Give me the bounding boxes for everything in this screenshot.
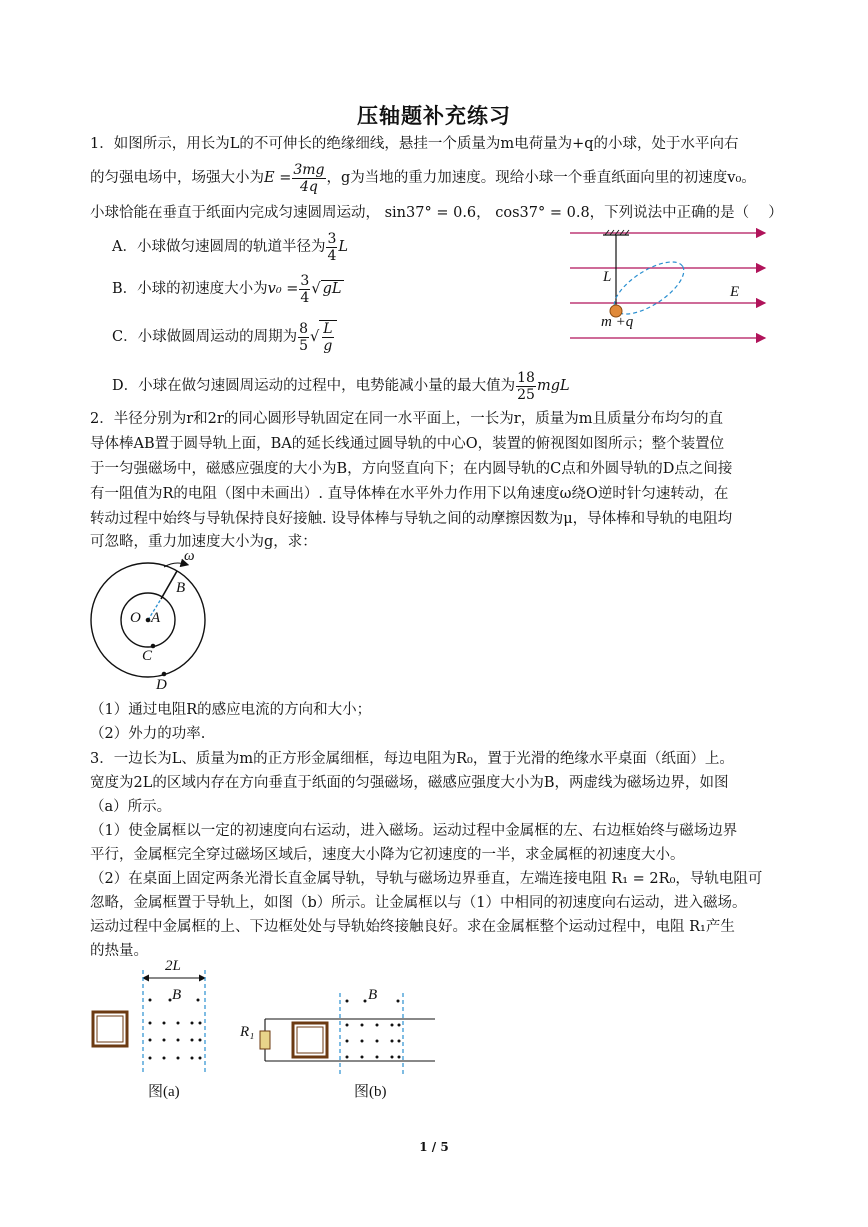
label-mq: m +q xyxy=(601,314,634,330)
q3-line2: 宽度为2L的区域内存在方向垂直于纸面的匀强磁场，磁感应强度大小为B，两虚线为磁场边界，如图 xyxy=(90,775,729,791)
q2-line4: 有一阻值为R的电阻（图中未画出）. 直导体棒在水平外力作用下以角速度ω绕O逆时针匀速转动，在 xyxy=(90,486,729,502)
q2-line6: 可忽略，重力加速度大小为g，求： xyxy=(90,534,317,550)
label-D: D xyxy=(156,677,167,693)
q1-option-b-frac xyxy=(299,273,310,306)
q2-label-B xyxy=(176,580,185,597)
q3-line3: （a）所示。 xyxy=(90,799,172,815)
page-number: 1 / 5 xyxy=(419,1140,449,1154)
q3b-label-R1 xyxy=(240,1024,254,1041)
q1-option-c: C．小球做圆周运动的周期为 $\frac{8}{5}$ √ $\frac{L}{g}$ xyxy=(112,318,337,356)
q3a-label-2L xyxy=(165,958,181,975)
q3b-caption: 图(b) xyxy=(354,1084,387,1100)
q3-figure-b xyxy=(235,985,440,1075)
label-O: O xyxy=(130,610,141,626)
label-C: C xyxy=(142,648,153,664)
field-dots xyxy=(149,999,202,1060)
q1-label-mq xyxy=(601,314,633,331)
q1-option-a-den: 4 xyxy=(327,247,337,264)
q1-E-num: 3mg xyxy=(293,161,325,178)
point-O xyxy=(146,618,151,623)
q1-option-d-num: 18 xyxy=(517,369,535,386)
q1-figure xyxy=(565,225,775,350)
q3-line6: （2）在桌面上固定两条光滑长直金属导轨，导轨与磁场边界垂直，左端连接电阻 R₁ = 2R₀，导轨电阻可 xyxy=(90,871,763,887)
q1-option-b-den: 4 xyxy=(300,289,310,306)
q1-E-fraction xyxy=(292,162,325,195)
metal-frame xyxy=(93,1012,127,1046)
q1-option-c-rden: g xyxy=(323,337,333,354)
q2-line1: 2．半径分别为r和2r的同心圆形导轨固定在同一水平面上，一长为r，质量为m且质量分布均匀的直 xyxy=(90,411,723,427)
resistor-R1 xyxy=(260,1031,270,1049)
q1-E: E = xyxy=(264,170,292,186)
q1-option-b-root-text: gL xyxy=(322,281,342,297)
q1-option-b: B．小球的初速度大小为v₀ = $\frac{3}{4}$ √ gL xyxy=(112,272,342,306)
q1-option-d-tail: mgL xyxy=(536,378,570,394)
q1-line1: 1．如图所示，用长为L的不可伸长的绝缘细线，悬挂一个质量为m电荷量为+q的小球，处于水平向右 xyxy=(90,136,739,152)
label-B: B xyxy=(176,580,186,596)
q1-option-b-v: v₀ = xyxy=(267,281,299,297)
q1-option-c-num: 8 xyxy=(299,320,309,337)
metal-frame-b xyxy=(293,1023,327,1057)
q1-option-b-num: 3 xyxy=(300,272,310,289)
q1-option-b-root xyxy=(321,280,344,297)
q1-line2-b: ，g为当地的重力加速度。现给小球一个垂直纸面向里的初速度v₀。 xyxy=(326,170,756,186)
rod-AB xyxy=(161,571,177,599)
q1-E-den: 4q xyxy=(299,178,318,195)
q3-figure-a xyxy=(88,960,218,1075)
q2-label-A xyxy=(151,610,160,627)
q3-line4: （1）使金属框以一定的初速度向右运动，进入磁场。运动过程中金属框的左、右边框始终与磁场边界 xyxy=(90,823,738,839)
q1-line3: 小球恰能在垂直于纸面内完成匀速圆周运动， sin37° = 0.6， cos37° = 0.8，下列说法中正确的是（ ） xyxy=(90,205,783,221)
label-R1: R₁ xyxy=(240,1024,255,1040)
label-E: E xyxy=(730,284,740,300)
q2-label-omega xyxy=(184,548,195,565)
q1-line2 xyxy=(90,160,756,196)
q2-line3: 于一匀强磁场中，磁感应强度的大小为B，方向竖直向下；在内圆导轨的C点和外圆导轨的D点之间接 xyxy=(90,461,733,477)
q1-label-L xyxy=(603,269,611,286)
q2-sub1: （1）通过电阻R的感应电流的方向和大小； xyxy=(90,702,372,718)
q1-option-a-frac xyxy=(326,231,337,264)
q1-option-c-den: 5 xyxy=(299,337,309,354)
label-B-a: B xyxy=(172,987,182,1003)
label-2L: 2L xyxy=(165,958,181,974)
label-L: L xyxy=(603,269,612,285)
q1-option-c-frac xyxy=(298,321,309,354)
q2-label-O xyxy=(130,610,141,627)
q1-option-c-text: C．小球做圆周运动的周期为 xyxy=(112,329,298,345)
q3-line7: 忽略，金属框置于导轨上，如图（b）所示。让金属框以与（1）中相同的初速度向右运动，进入磁场。 xyxy=(90,895,747,911)
point-D xyxy=(162,672,167,677)
q1-option-c-rnum: L xyxy=(323,320,333,337)
q1-option-d-frac xyxy=(516,370,536,403)
q1-option-a xyxy=(112,230,348,264)
q1-option-a-num: 3 xyxy=(327,230,337,247)
page-title: 压轴题补充练习 xyxy=(357,104,511,128)
q2-label-C xyxy=(142,648,152,665)
label-B-b: B xyxy=(368,987,378,1003)
q1-option-a-text: A．小球做匀速圆周的轨道半径为 xyxy=(112,239,326,255)
q1-label-E xyxy=(730,284,739,301)
q1-option-c-root xyxy=(319,320,336,354)
q1-option-b-text: B．小球的初速度大小为 xyxy=(112,281,268,297)
label-omega: ω xyxy=(184,548,195,564)
label-A: A xyxy=(151,610,161,626)
q3a-label-B xyxy=(172,987,181,1004)
q2-line2: 导体棒AB置于圆导轨上面，BA的延长线通过圆导轨的中心O，装置的俯视图如图所示；整个装置位 xyxy=(90,436,725,452)
q2-label-D xyxy=(156,677,167,694)
q2-sub2: （2）外力的功率. xyxy=(90,726,206,742)
q3-line1: 3．一边长为L、质量为m的正方形金属细框，每边电阻为R₀，置于光滑的绝缘水平桌面（纸面）上。 xyxy=(90,751,734,767)
q1-option-a-tail: L xyxy=(338,239,349,255)
q3a-caption: 图(a) xyxy=(148,1084,180,1100)
q3-line5: 平行，金属框完全穿过磁场区域后，速度大小降为它初速度的一半，求金属框的初速度大小。 xyxy=(90,847,685,863)
q1-option-d-text: D．小球在做匀速圆周运动的过程中，电势能减小量的最大值为 xyxy=(112,378,516,394)
q1-option-d-den: 25 xyxy=(517,386,535,403)
q1-option-d xyxy=(112,368,570,404)
q3-line8: 运动过程中金属框的上、下边框处处与导轨始终接触良好。求在金属框整个运动过程中，电阻 R₁产生 xyxy=(90,919,735,935)
q3b-label-B xyxy=(368,987,377,1004)
q1-line2-a: 的匀强电场中，场强大小为 xyxy=(90,170,264,186)
q2-line5: 转动过程中始终与导轨保持良好接触. 设导体棒与导轨之间的动摩擦因数为μ，导体棒和导轨的电阻均 xyxy=(90,511,733,527)
field-dots-b xyxy=(346,1000,401,1059)
q3-line9: 的热量。 xyxy=(90,943,148,959)
